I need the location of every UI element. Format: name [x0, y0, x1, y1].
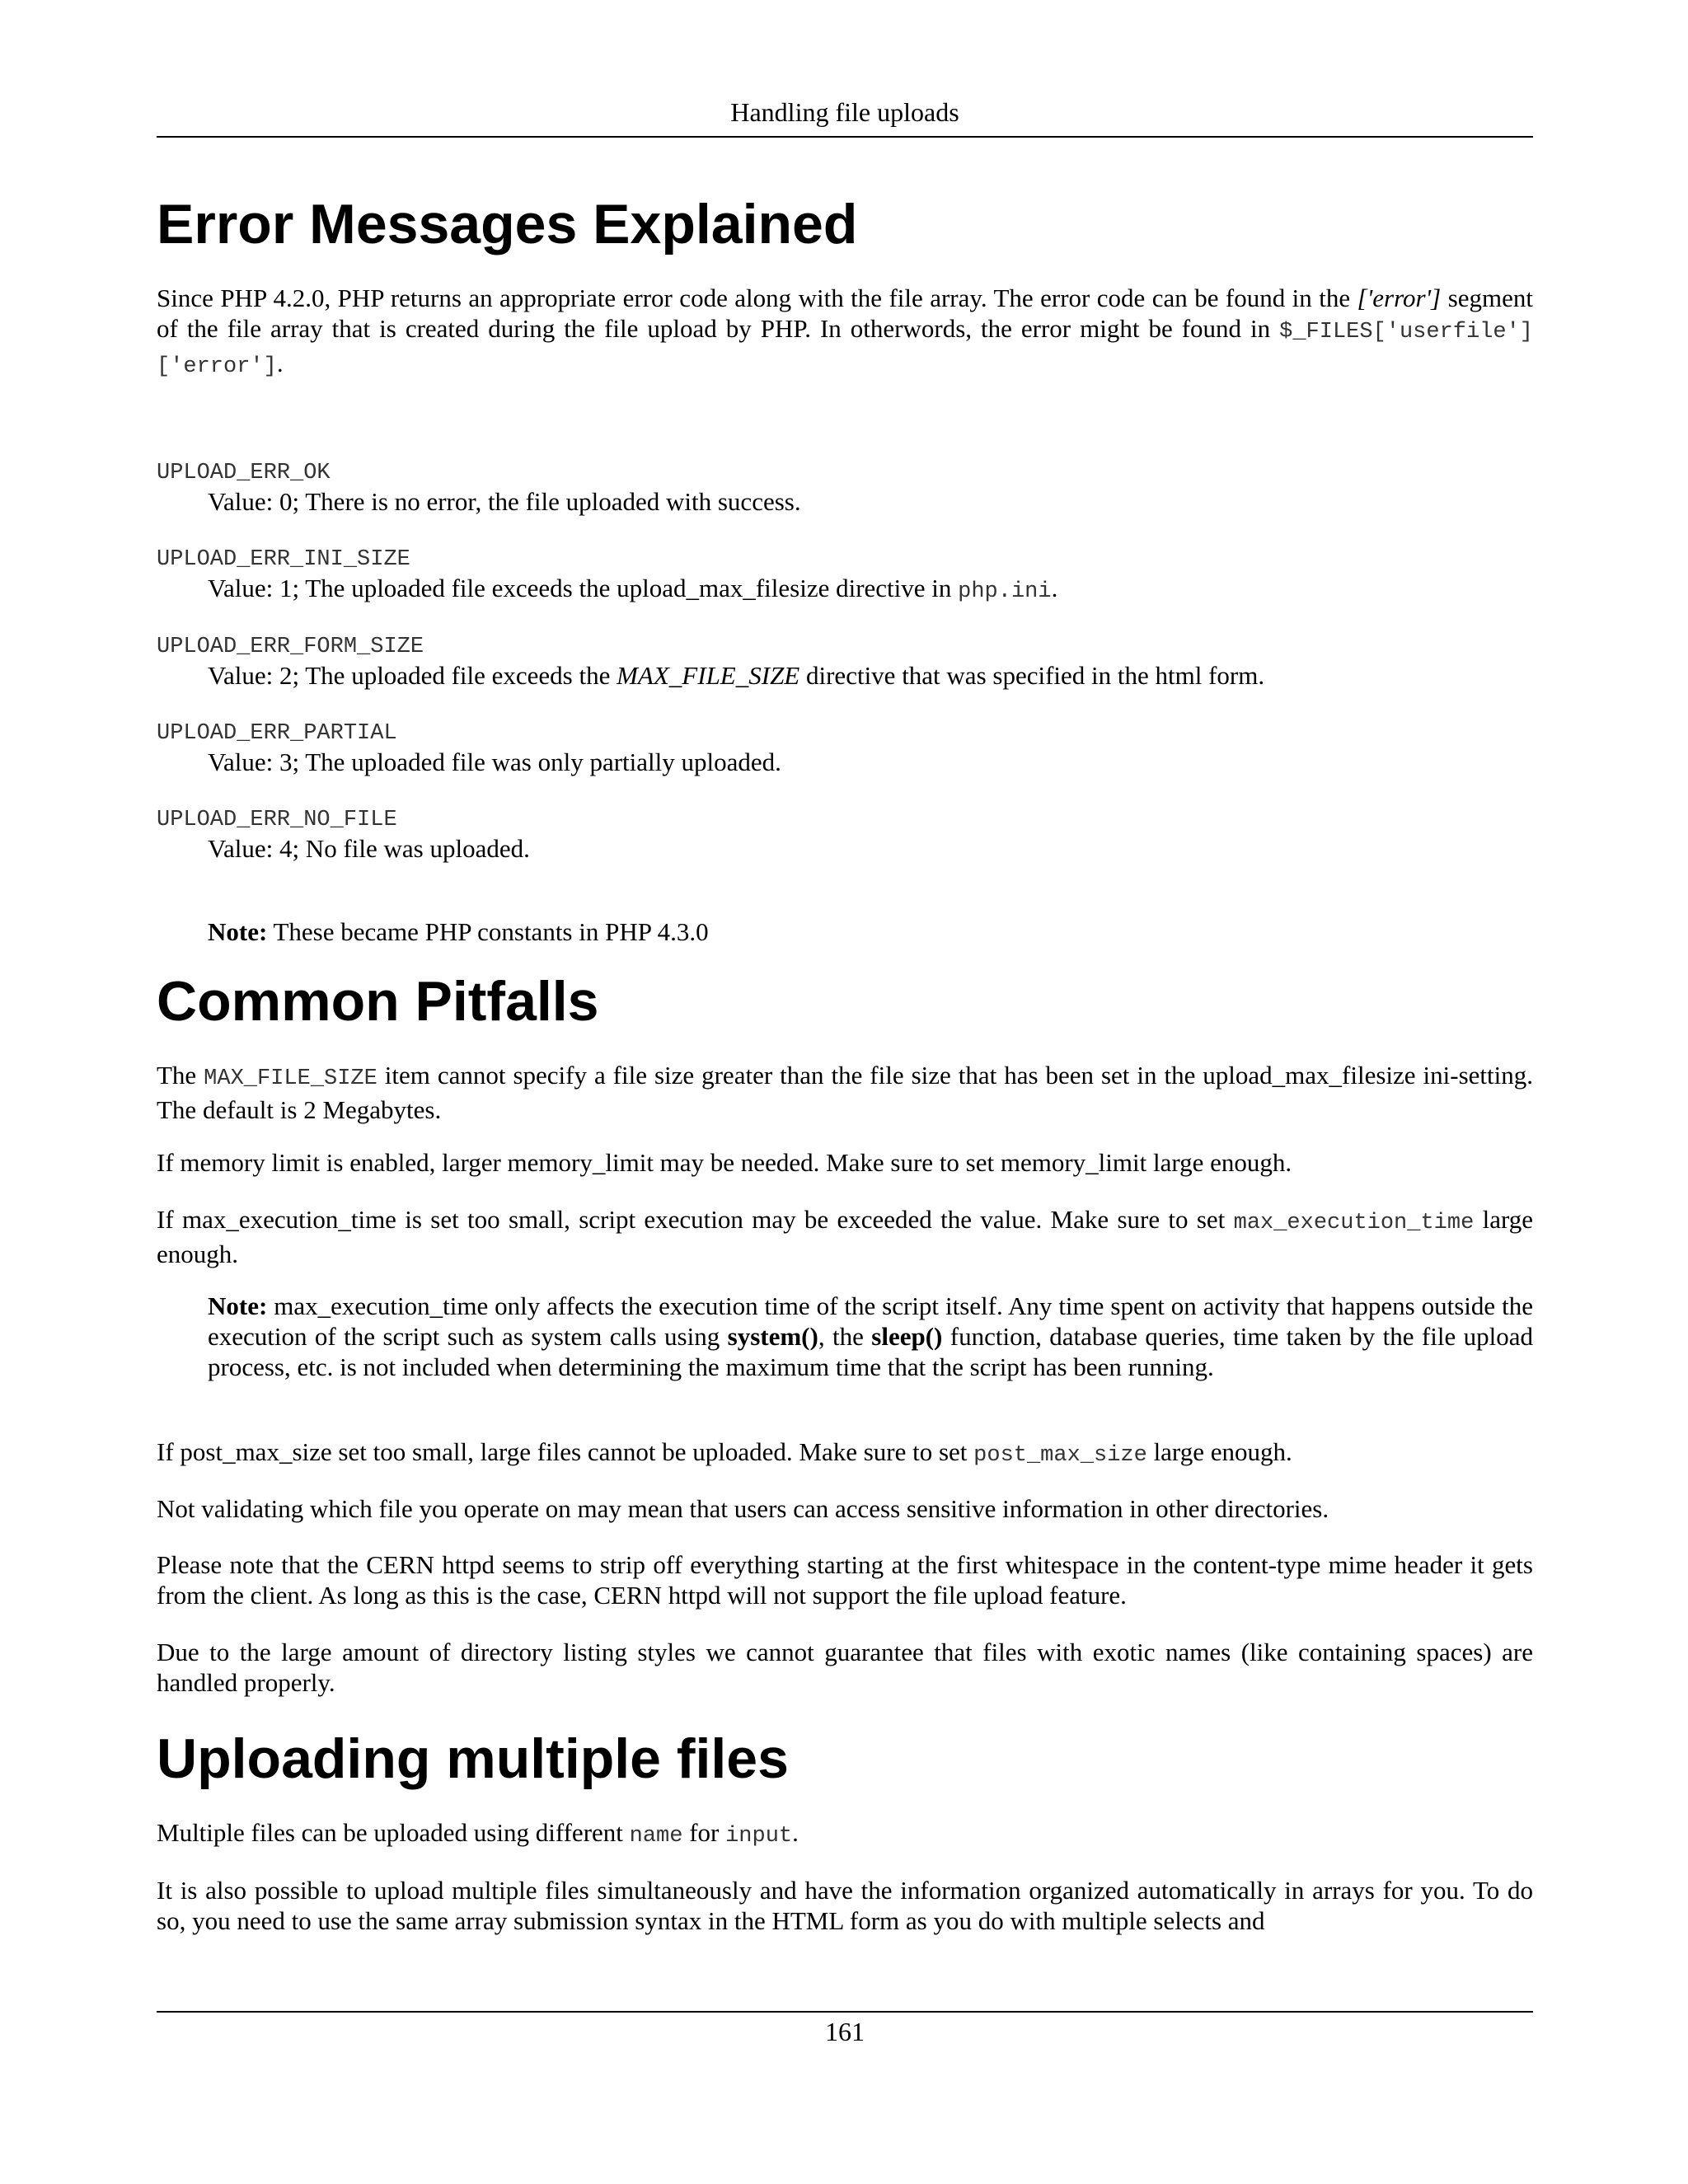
footer-rule — [157, 2011, 1533, 2013]
error-code-desc: Value: 1; The uploaded file exceeds the upload_max_filesize directive in php.ini. — [208, 574, 1058, 604]
pitfall-max-file-size: The MAX_FILE_SIZE item cannot specify a file size greater than the file size that has been set in the upload_max_filesize ini-setting. The default is 2 Megabytes. — [157, 1061, 1533, 1124]
header-rule — [157, 136, 1533, 138]
page-number: 161 — [825, 2017, 865, 2046]
error-code-list — [157, 806, 1533, 864]
running-header: Handling file uploads — [730, 97, 959, 127]
note-max-execution-time: Note: max_execution_time only affects the execution time of the script itself. Any time spent on activity that happens outside the execution of the script such as system calls using system(), the sleep() function, database queries, time taken by the file upload process, etc. is not included when determining the maximum time that the script has been running. — [208, 1291, 1533, 1381]
multiple-files-arrays: It is also possible to upload multiple files simultaneously and have the information organized automatically in arrays for you. To do so, you need to use the same array submission syntax in the HTML form as you do with multiple selects and — [157, 1876, 1533, 1935]
error-code-name: UPLOAD_ERR_NO_FILE — [157, 808, 397, 832]
pitfall-post-max-size: If post_max_size set too small, large files cannot be uploaded. Make sure to set post_max_size large enough. — [157, 1437, 1292, 1468]
multiple-files-intro: Multiple files can be uploaded using different name for input. — [157, 1818, 799, 1849]
pitfall-max-execution-time: If max_execution_time is set too small, script execution may be exceeded the value. Make sure to set max_execution_time large enough. — [157, 1205, 1534, 1268]
error-code-desc: Value: 4; No file was uploaded. — [208, 834, 530, 863]
error-code-desc: Value: 0; There is no error, the file uploaded with success. — [208, 487, 801, 516]
error-code-name: UPLOAD_ERR_INI_SIZE — [157, 547, 410, 572]
pitfall-memory-limit: If memory limit is enabled, larger memory_limit may be needed. Make sure to set memory_limit large enough. — [157, 1148, 1292, 1177]
pitfall-validation: Not validating which file you operate on may mean that users can access sensitive information in other directories. — [157, 1494, 1329, 1523]
document-page — [157, 0, 1533, 2184]
error-code-desc: Value: 3; The uploaded file was only partially uploaded. — [208, 748, 781, 776]
pitfall-cern-httpd: Please note that the CERN httpd seems to strip off everything starting at the first whitespace in the content-type mime header it gets from the client. As long as this is the case, CERN httpd will not support the file upload feature. — [157, 1550, 1533, 1610]
error-code-name: UPLOAD_ERR_PARTIAL — [157, 721, 397, 746]
pitfall-directory-listing: Due to the large amount of directory listing styles we cannot guarantee that files with exotic names (like containing spaces) are handled properly. — [157, 1638, 1533, 1697]
error-code-name: UPLOAD_ERR_FORM_SIZE — [157, 635, 424, 659]
section-heading-uploading-multiple-files: Uploading multiple files — [157, 1727, 789, 1790]
note-constants: Note: These became PHP constants in PHP 4.3.0 — [208, 917, 709, 946]
error-code-list — [157, 633, 1533, 691]
section-heading-common-pitfalls: Common Pitfalls — [157, 970, 599, 1033]
error-messages-intro: Since PHP 4.2.0, PHP returns an appropriate error code along with the file array. The error code can be found in the ['error'] segment of the file array that is created during the file upload by PHP. In otherwords, the error might be found in $_FILES['userfile']['error']. — [157, 284, 1533, 379]
error-code-list — [157, 719, 1533, 777]
error-code-desc: Value: 2; The uploaded file exceeds the MAX_FILE_SIZE directive that was specified in the html form. — [208, 661, 1265, 690]
error-code-list — [157, 459, 1533, 517]
section-heading-error-messages: Error Messages Explained — [157, 193, 858, 255]
error-code-list — [157, 546, 1533, 607]
error-code-name: UPLOAD_ERR_OK — [157, 461, 331, 485]
